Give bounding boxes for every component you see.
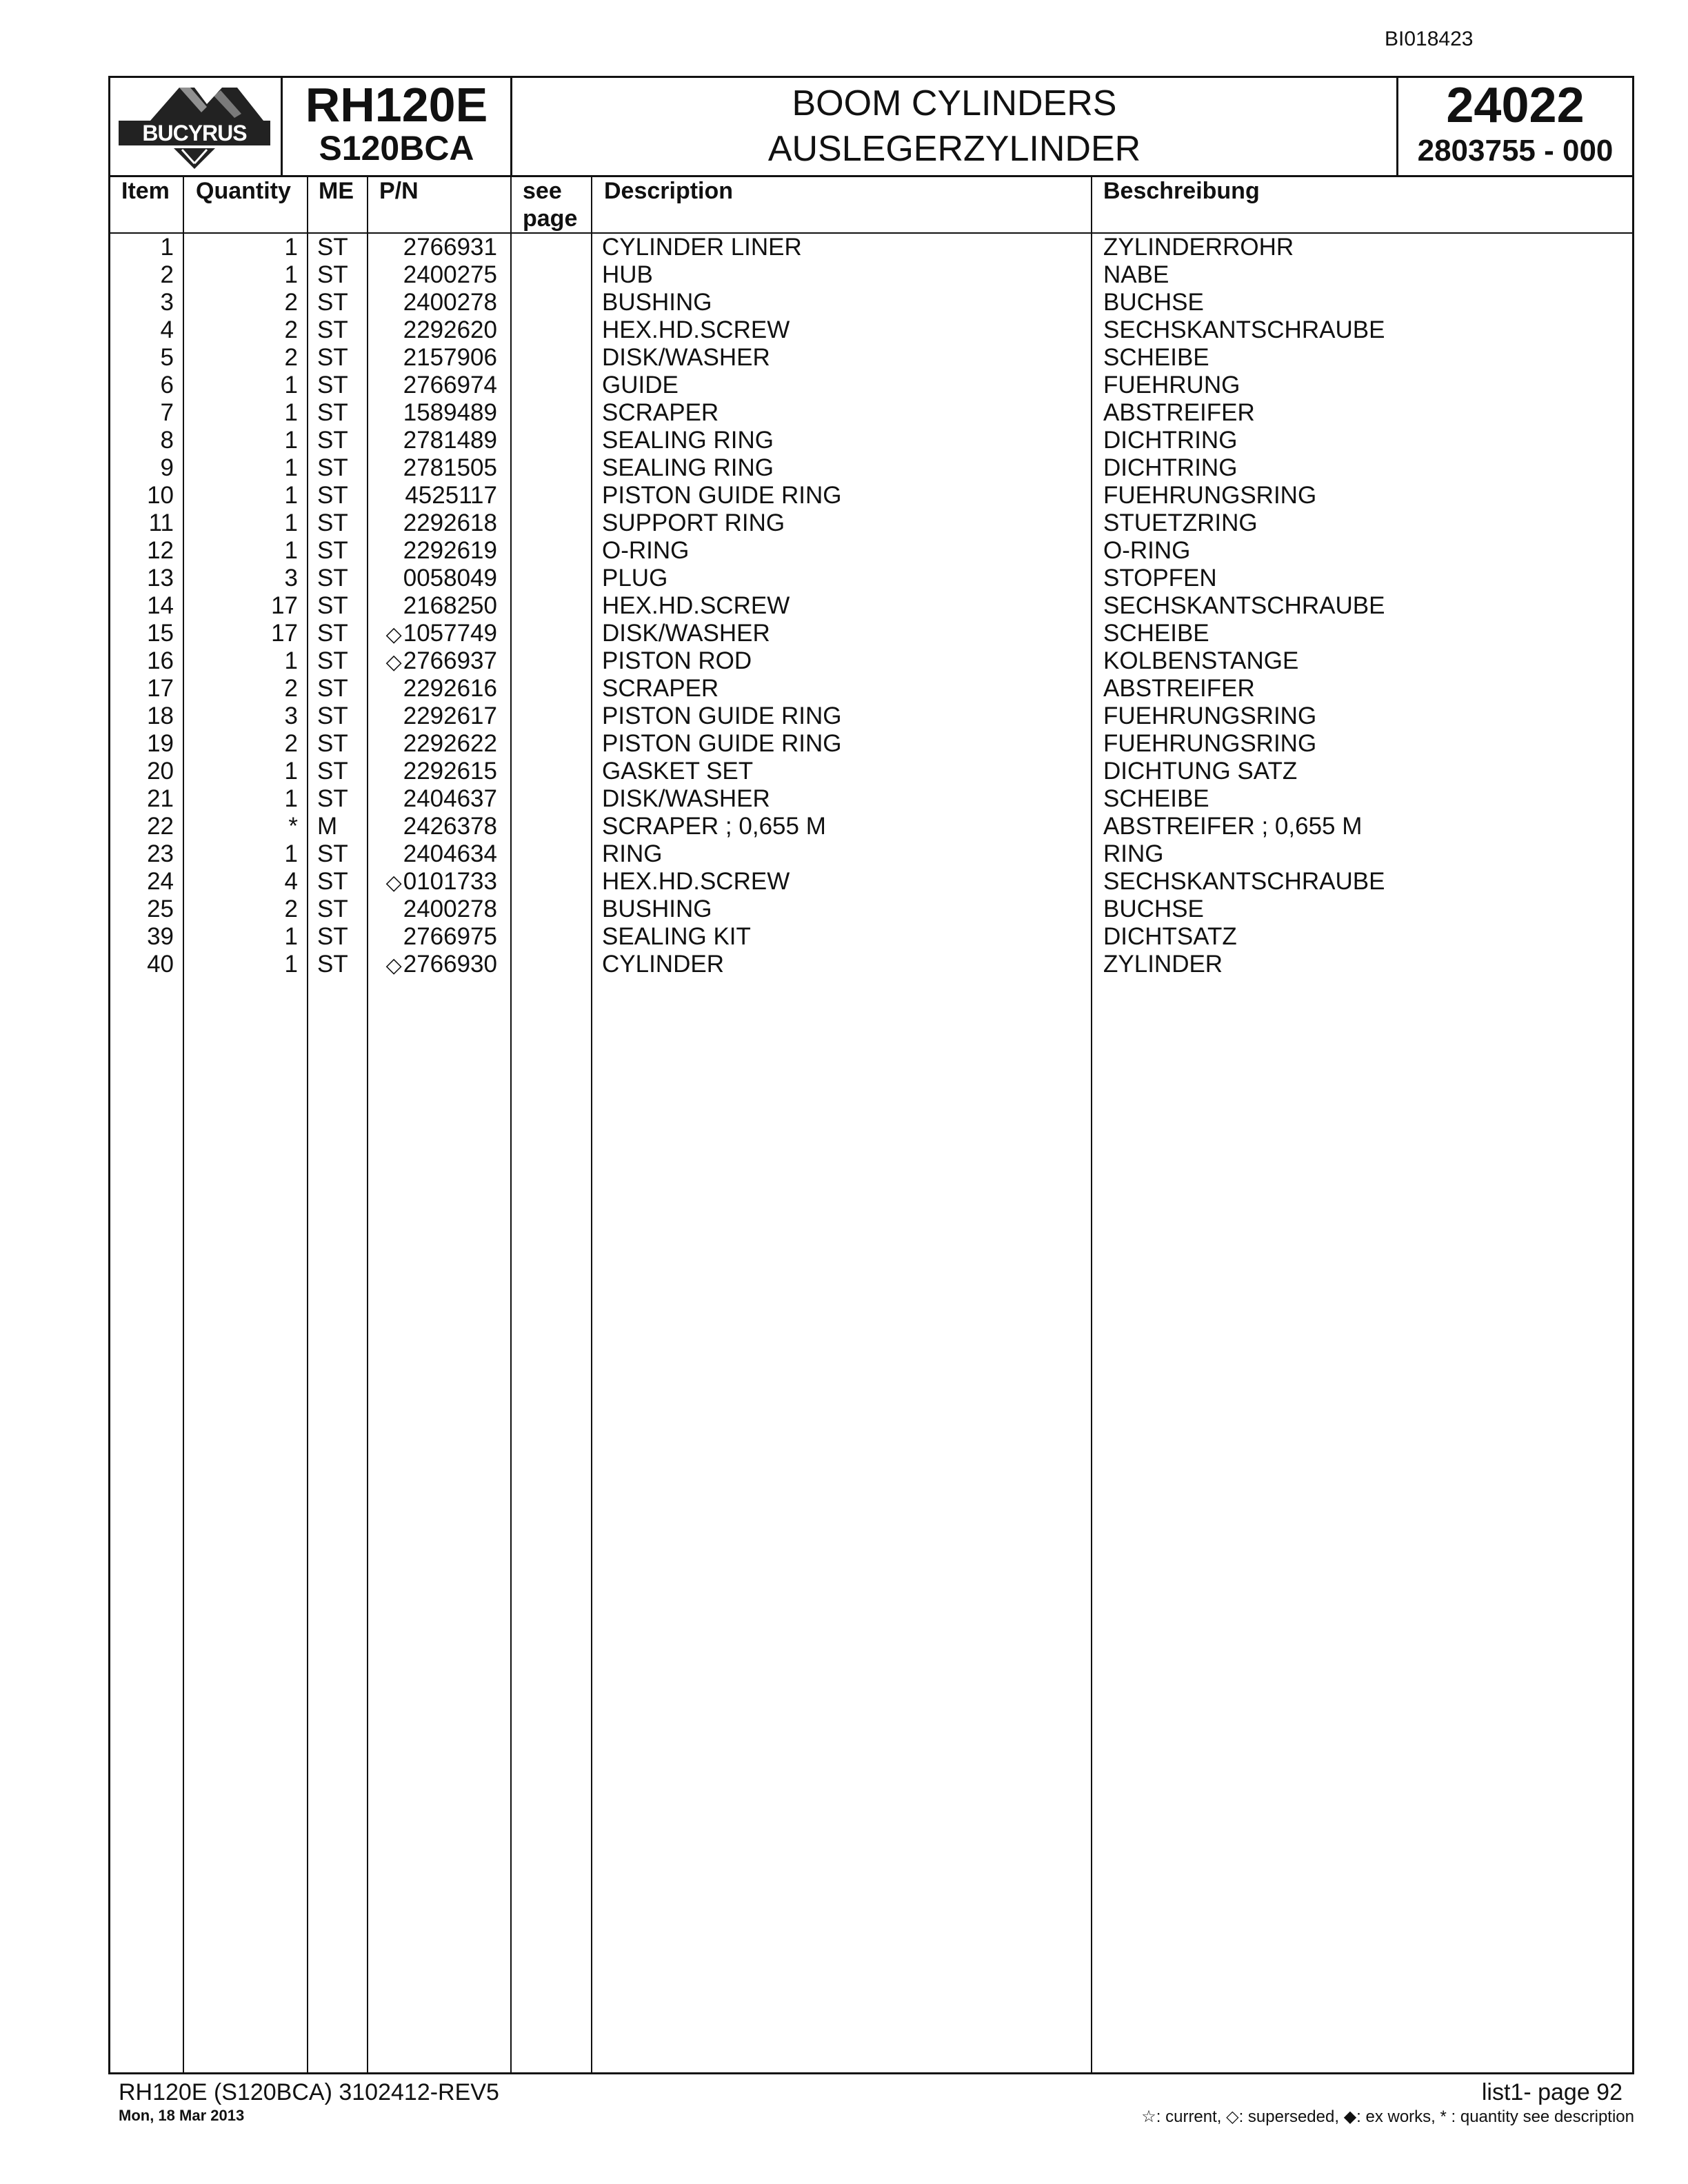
part-number: 2426378 [403, 813, 497, 840]
description-text: BUSHING [602, 289, 712, 316]
description-text: SCRAPER ; 0,655 M [602, 813, 826, 840]
unit-of-measure: ST [317, 399, 348, 426]
unit-of-measure: ST [317, 702, 348, 729]
quantity-value: 3 [284, 702, 298, 729]
description-text: PISTON GUIDE RING [602, 730, 842, 757]
quantity-value: 1 [284, 454, 298, 481]
sheet-number-block [1398, 78, 1632, 175]
unit-of-measure: ST [317, 840, 348, 867]
part-number: 2766975 [403, 923, 497, 950]
column-header-page: page [523, 205, 578, 232]
table-row [110, 896, 1632, 923]
table-row [110, 234, 1632, 261]
description-text: GASKET SET [602, 758, 754, 785]
beschreibung-text: DICHTUNG SATZ [1103, 758, 1298, 785]
item-number: 24 [147, 868, 174, 895]
unit-of-measure: ST [317, 868, 348, 895]
item-number: 13 [147, 565, 174, 592]
beschreibung-text: BUCHSE [1103, 289, 1204, 316]
item-number: 15 [147, 620, 174, 647]
quantity-value: 2 [284, 730, 298, 757]
item-number: 23 [147, 840, 174, 867]
superseded-icon: ◇ [385, 871, 402, 894]
part-number: 2404634 [403, 840, 497, 867]
part-number: 2400278 [403, 289, 497, 316]
unit-of-measure: ST [317, 647, 348, 674]
beschreibung-text: FUEHRUNGSRING [1103, 730, 1317, 757]
description-text: SEALING RING [602, 427, 774, 454]
beschreibung-text: ABSTREIFER [1103, 399, 1255, 426]
symbol-legend: ☆: current, ◇: superseded, ◆: ex works, * : quantity see description [1141, 2107, 1634, 2126]
table-row [110, 951, 1632, 978]
beschreibung-text: RING [1103, 840, 1164, 867]
table-row [110, 261, 1632, 289]
description-text: DISK/WASHER [602, 344, 770, 371]
unit-of-measure: ST [317, 951, 348, 978]
part-number: 2292622 [403, 730, 497, 757]
column-header-beschreibung: Beschreibung [1103, 178, 1260, 204]
table-row [110, 758, 1632, 785]
quantity-value: 1 [284, 537, 298, 564]
description-text: SCRAPER [602, 399, 719, 426]
part-number-value: 2766930 [403, 951, 497, 978]
quantity-value: 4 [284, 868, 298, 895]
beschreibung-text: SECHSKANTSCHRAUBE [1103, 316, 1385, 343]
quantity-value: 2 [284, 289, 298, 316]
table-row [110, 647, 1632, 675]
beschreibung-text: ABSTREIFER [1103, 675, 1255, 702]
part-number: 2292618 [403, 509, 497, 536]
table-row [110, 868, 1632, 896]
beschreibung-text: FUEHRUNG [1103, 372, 1240, 398]
item-number: 17 [147, 675, 174, 702]
beschreibung-text: KOLBENSTANGE [1103, 647, 1299, 674]
quantity-value: 1 [284, 399, 298, 426]
quantity-value: 17 [271, 620, 298, 647]
table-row [110, 813, 1632, 840]
item-number: 10 [147, 482, 174, 509]
beschreibung-text: DICHTRING [1103, 454, 1238, 481]
part-number: 2766931 [403, 234, 497, 261]
part-number: 2292619 [403, 537, 497, 564]
part-number: 2781505 [403, 454, 497, 481]
quantity-value: 1 [284, 951, 298, 978]
table-row [110, 730, 1632, 758]
item-number: 16 [147, 647, 174, 674]
table-row [110, 785, 1632, 813]
quantity-value: 1 [284, 482, 298, 509]
quantity-value: 2 [284, 675, 298, 702]
part-number: 2292615 [403, 758, 497, 785]
description-text: DISK/WASHER [602, 785, 770, 812]
beschreibung-text: NABE [1103, 261, 1169, 288]
part-number [372, 647, 497, 676]
part-number-value: 0101733 [403, 868, 497, 895]
item-number: 22 [147, 813, 174, 840]
item-number: 12 [147, 537, 174, 564]
part-number: 2404637 [403, 785, 497, 812]
sheet-reference: 2803755 - 000 [1417, 134, 1614, 168]
description-text: BUSHING [602, 896, 712, 922]
part-number: 4525117 [405, 482, 497, 509]
description-text: SCRAPER [602, 675, 719, 702]
quantity-value: 1 [284, 758, 298, 785]
part-number: 2292616 [403, 675, 497, 702]
item-number: 20 [147, 758, 174, 785]
beschreibung-text: SCHEIBE [1103, 344, 1209, 371]
table-row [110, 482, 1632, 509]
beschreibung-text: ZYLINDERROHR [1103, 234, 1294, 261]
superseded-icon: ◇ [385, 651, 402, 674]
sheet-number: 24022 [1446, 78, 1585, 133]
item-number: 19 [147, 730, 174, 757]
unit-of-measure: ST [317, 675, 348, 702]
item-number: 25 [147, 896, 174, 922]
description-text: O-RING [602, 537, 690, 564]
unit-of-measure: ST [317, 565, 348, 592]
unit-of-measure: ST [317, 289, 348, 316]
unit-of-measure: ST [317, 896, 348, 922]
beschreibung-text: SCHEIBE [1103, 785, 1209, 812]
quantity-value: 1 [284, 509, 298, 536]
quantity-value: 2 [284, 896, 298, 922]
unit-of-measure: ST [317, 261, 348, 288]
description-text: HEX.HD.SCREW [602, 868, 790, 895]
table-row [110, 702, 1632, 730]
description-text: SEALING KIT [602, 923, 751, 950]
part-number: 2292620 [403, 316, 497, 343]
part-number: 1589489 [403, 399, 497, 426]
item-number: 21 [147, 785, 174, 812]
document-id: BI018423 [1385, 28, 1474, 50]
part-number: 2766974 [403, 372, 497, 398]
description-text: SUPPORT RING [602, 509, 785, 536]
part-number: 2168250 [403, 592, 497, 619]
beschreibung-text: O-RING [1103, 537, 1191, 564]
page-number: list1- page 92 [1481, 2079, 1622, 2105]
table-row [110, 620, 1632, 647]
table-row [110, 537, 1632, 565]
description-text: GUIDE [602, 372, 679, 398]
part-number: 2400275 [403, 261, 497, 288]
quantity-value: 1 [284, 234, 298, 261]
unit-of-measure: ST [317, 923, 348, 950]
model-block [283, 78, 512, 175]
quantity-value: 1 [284, 923, 298, 950]
table-row [110, 399, 1632, 427]
description-text: HEX.HD.SCREW [602, 316, 790, 343]
table-row [110, 316, 1632, 344]
beschreibung-text: FUEHRUNGSRING [1103, 482, 1317, 509]
column-header-see: see [523, 178, 562, 204]
description-text: CYLINDER [602, 951, 724, 978]
quantity-value: * [288, 813, 298, 840]
part-number-value: 1057749 [403, 620, 497, 647]
description-text: PLUG [602, 565, 668, 592]
column-header-quantity: Quantity [196, 178, 291, 204]
unit-of-measure: ST [317, 537, 348, 564]
title-german: AUSLEGERZYLINDER [767, 129, 1141, 169]
part-number [372, 620, 497, 649]
unit-of-measure: ST [317, 592, 348, 619]
quantity-value: 2 [284, 344, 298, 371]
description-text: DISK/WASHER [602, 620, 770, 647]
unit-of-measure: ST [317, 344, 348, 371]
item-number: 14 [147, 592, 174, 619]
item-number: 9 [160, 454, 174, 481]
quantity-value: 3 [284, 565, 298, 592]
table-row [110, 840, 1632, 868]
beschreibung-text: STOPFEN [1103, 565, 1217, 592]
unit-of-measure: ST [317, 454, 348, 481]
catalog-reference: RH120E (S120BCA) 3102412-REV5 [119, 2079, 499, 2105]
item-number: 2 [160, 261, 174, 288]
beschreibung-text: ZYLINDER [1103, 951, 1223, 978]
superseded-icon: ◇ [385, 623, 402, 646]
item-number: 8 [160, 427, 174, 454]
item-number: 3 [160, 289, 174, 316]
part-number: 2157906 [403, 344, 497, 371]
quantity-value: 1 [284, 647, 298, 674]
submodel-number: S120BCA [319, 129, 474, 168]
unit-of-measure: ST [317, 427, 348, 454]
column-header-description: Description [604, 178, 734, 204]
description-text: HUB [602, 261, 653, 288]
quantity-value: 2 [284, 316, 298, 343]
unit-of-measure: ST [317, 785, 348, 812]
beschreibung-text: BUCHSE [1103, 896, 1204, 922]
beschreibung-text: DICHTRING [1103, 427, 1238, 454]
item-number: 6 [160, 372, 174, 398]
item-number: 1 [160, 234, 174, 261]
unit-of-measure: ST [317, 482, 348, 509]
table-row [110, 372, 1632, 399]
item-number: 39 [147, 923, 174, 950]
table-row [110, 454, 1632, 482]
beschreibung-text: STUETZRING [1103, 509, 1258, 536]
quantity-value: 1 [284, 372, 298, 398]
item-number: 5 [160, 344, 174, 371]
description-text: CYLINDER LINER [602, 234, 802, 261]
print-date: Mon, 18 Mar 2013 [119, 2107, 245, 2124]
table-row [110, 923, 1632, 951]
parts-list-frame [108, 76, 1634, 2074]
unit-of-measure: M [317, 813, 338, 840]
unit-of-measure: ST [317, 234, 348, 261]
column-header-pn: P/N [379, 178, 419, 204]
superseded-icon: ◇ [385, 954, 402, 977]
description-text: SEALING RING [602, 454, 774, 481]
item-number: 7 [160, 399, 174, 426]
item-number: 4 [160, 316, 174, 343]
model-number: RH120E [305, 78, 488, 132]
part-number-value: 2766937 [403, 647, 497, 674]
part-number: 2400278 [403, 896, 497, 922]
description-text: PISTON ROD [602, 647, 752, 674]
beschreibung-text: SECHSKANTSCHRAUBE [1103, 868, 1385, 895]
part-number [372, 951, 497, 980]
part-number: 2781489 [403, 427, 497, 454]
unit-of-measure: ST [317, 509, 348, 536]
quantity-value: 17 [271, 592, 298, 619]
beschreibung-text: ABSTREIFER ; 0,655 M [1103, 813, 1363, 840]
beschreibung-text: SCHEIBE [1103, 620, 1209, 647]
unit-of-measure: ST [317, 316, 348, 343]
title-english: BOOM CYLINDERS [792, 83, 1117, 123]
quantity-value: 1 [284, 840, 298, 867]
unit-of-measure: ST [317, 372, 348, 398]
quantity-value: 1 [284, 261, 298, 288]
table-row [110, 509, 1632, 537]
part-number [372, 868, 497, 897]
column-header-me: ME [319, 178, 354, 204]
title-block [110, 78, 1632, 177]
bucyrus-logo-icon [110, 78, 279, 173]
description-text: HEX.HD.SCREW [602, 592, 790, 619]
assembly-title-block [512, 78, 1398, 175]
item-number: 40 [147, 951, 174, 978]
svg-text:BUCYRUS: BUCYRUS [142, 121, 247, 145]
brand-logo [110, 78, 283, 175]
table-row [110, 565, 1632, 592]
beschreibung-text: SECHSKANTSCHRAUBE [1103, 592, 1385, 619]
table-row [110, 675, 1632, 702]
table-row [110, 592, 1632, 620]
description-text: RING [602, 840, 663, 867]
item-number: 18 [147, 702, 174, 729]
beschreibung-text: DICHTSATZ [1103, 923, 1237, 950]
table-row [110, 289, 1632, 316]
description-text: PISTON GUIDE RING [602, 482, 842, 509]
unit-of-measure: ST [317, 758, 348, 785]
description-text: PISTON GUIDE RING [602, 702, 842, 729]
quantity-value: 1 [284, 427, 298, 454]
column-headers [110, 177, 1632, 234]
item-number: 11 [148, 509, 174, 536]
beschreibung-text: FUEHRUNGSRING [1103, 702, 1317, 729]
part-number: 2292617 [403, 702, 497, 729]
table-row [110, 344, 1632, 372]
table-row [110, 427, 1632, 454]
column-header-item: Item [121, 178, 170, 204]
unit-of-measure: ST [317, 730, 348, 757]
part-number: 0058049 [403, 565, 497, 592]
quantity-value: 1 [284, 785, 298, 812]
unit-of-measure: ST [317, 620, 348, 647]
